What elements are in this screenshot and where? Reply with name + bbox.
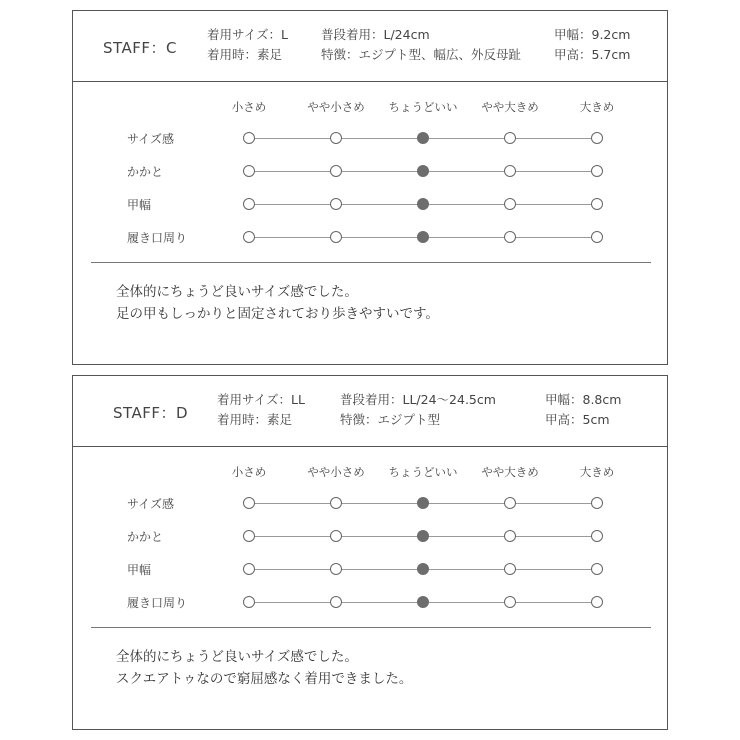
rating-dot [330, 132, 342, 144]
scale-label: 小さめ [231, 100, 267, 114]
usual-size: 普段着用：LL/24〜24.5cm [340, 392, 496, 407]
rating-dot-selected [417, 530, 429, 542]
rating-dot [330, 198, 342, 210]
rating-dot [330, 231, 342, 243]
review-comment [116, 281, 439, 325]
scale-label: ちょうどいい [388, 100, 458, 114]
rating-dot [591, 497, 603, 509]
rating-dot-selected [417, 198, 429, 210]
instep-width: 甲幅：9.2cm [554, 27, 631, 42]
staff-name: STAFF：C [103, 39, 178, 57]
rating-row-label: サイズ感 [127, 497, 175, 511]
foot-feature: 特徴：エジプト型、幅広、外反母趾 [321, 47, 522, 62]
rating-dot-selected [417, 165, 429, 177]
review-comment [116, 646, 412, 690]
rating-dot [591, 563, 603, 575]
scale-label: 小さめ [231, 465, 267, 479]
divider [91, 262, 651, 263]
rating-row-label: かかと [127, 165, 164, 179]
comment-line: 全体的にちょうど良いサイズ感でした。 [116, 284, 358, 300]
rating-row-label: サイズ感 [127, 132, 175, 146]
scale-label: 大きめ [579, 100, 615, 114]
rating-dot [591, 165, 603, 177]
scale-label: やや大きめ [481, 465, 539, 479]
rating-dot [504, 530, 516, 542]
rating-dot [330, 497, 342, 509]
rating-dot-selected [417, 596, 429, 608]
rating-dot [504, 497, 516, 509]
instep-height: 甲高：5cm [545, 412, 610, 427]
rating-row-label: かかと [127, 530, 164, 544]
rating-dot [243, 530, 255, 542]
rating-dot [243, 596, 255, 608]
rating-dot [330, 165, 342, 177]
scale-label: やや小さめ [307, 100, 365, 114]
rating-dot [591, 596, 603, 608]
size-worn: 着用サイズ：LL [217, 392, 305, 407]
usual-size: 普段着用：L/24cm [321, 27, 430, 42]
scale-label: 大きめ [579, 465, 615, 479]
rating-dot [330, 596, 342, 608]
divider [91, 627, 651, 628]
rating-row-label: 履き口周り [127, 231, 188, 245]
barefoot-note: 着用時：素足 [207, 47, 283, 62]
rating-row-label: 履き口周り [127, 596, 188, 610]
rating-dot [504, 165, 516, 177]
scale-label: やや大きめ [481, 100, 539, 114]
comment-line: スクエアトゥなので窮屈感なく着用できました。 [116, 671, 413, 687]
rating-dot-selected [417, 231, 429, 243]
rating-dot [243, 198, 255, 210]
size-worn: 着用サイズ：L [207, 27, 288, 42]
scale-label: やや小さめ [307, 465, 365, 479]
rating-dot-selected [417, 563, 429, 575]
staff-review-card-d [72, 375, 668, 730]
scale-label: ちょうどいい [388, 465, 458, 479]
comment-line: 足の甲もしっかりと固定されており歩きやすいです。 [116, 306, 439, 322]
rating-dot [330, 530, 342, 542]
rating-dot [504, 231, 516, 243]
staff-name: STAFF：D [113, 404, 189, 422]
rating-dot [243, 231, 255, 243]
rating-dot [591, 231, 603, 243]
rating-dot [591, 198, 603, 210]
foot-feature: 特徴：エジプト型 [340, 412, 441, 427]
rating-dot-selected [417, 132, 429, 144]
comment-line: 全体的にちょうど良いサイズ感でした。 [116, 649, 358, 665]
staff-review-card-c [72, 10, 668, 365]
rating-dot-selected [417, 497, 429, 509]
instep-width: 甲幅：8.8cm [545, 392, 622, 407]
rating-dot [330, 563, 342, 575]
rating-dot [243, 165, 255, 177]
rating-dot [591, 132, 603, 144]
rating-row-label: 甲幅 [127, 198, 152, 212]
rating-row-label: 甲幅 [127, 563, 152, 577]
rating-dot [504, 198, 516, 210]
rating-dot [243, 132, 255, 144]
barefoot-note: 着用時：素足 [217, 412, 293, 427]
rating-dot [243, 497, 255, 509]
rating-dot [504, 563, 516, 575]
rating-dot [243, 563, 255, 575]
rating-dot [591, 530, 603, 542]
rating-dot [504, 596, 516, 608]
instep-height: 甲高：5.7cm [554, 47, 631, 62]
rating-dot [504, 132, 516, 144]
